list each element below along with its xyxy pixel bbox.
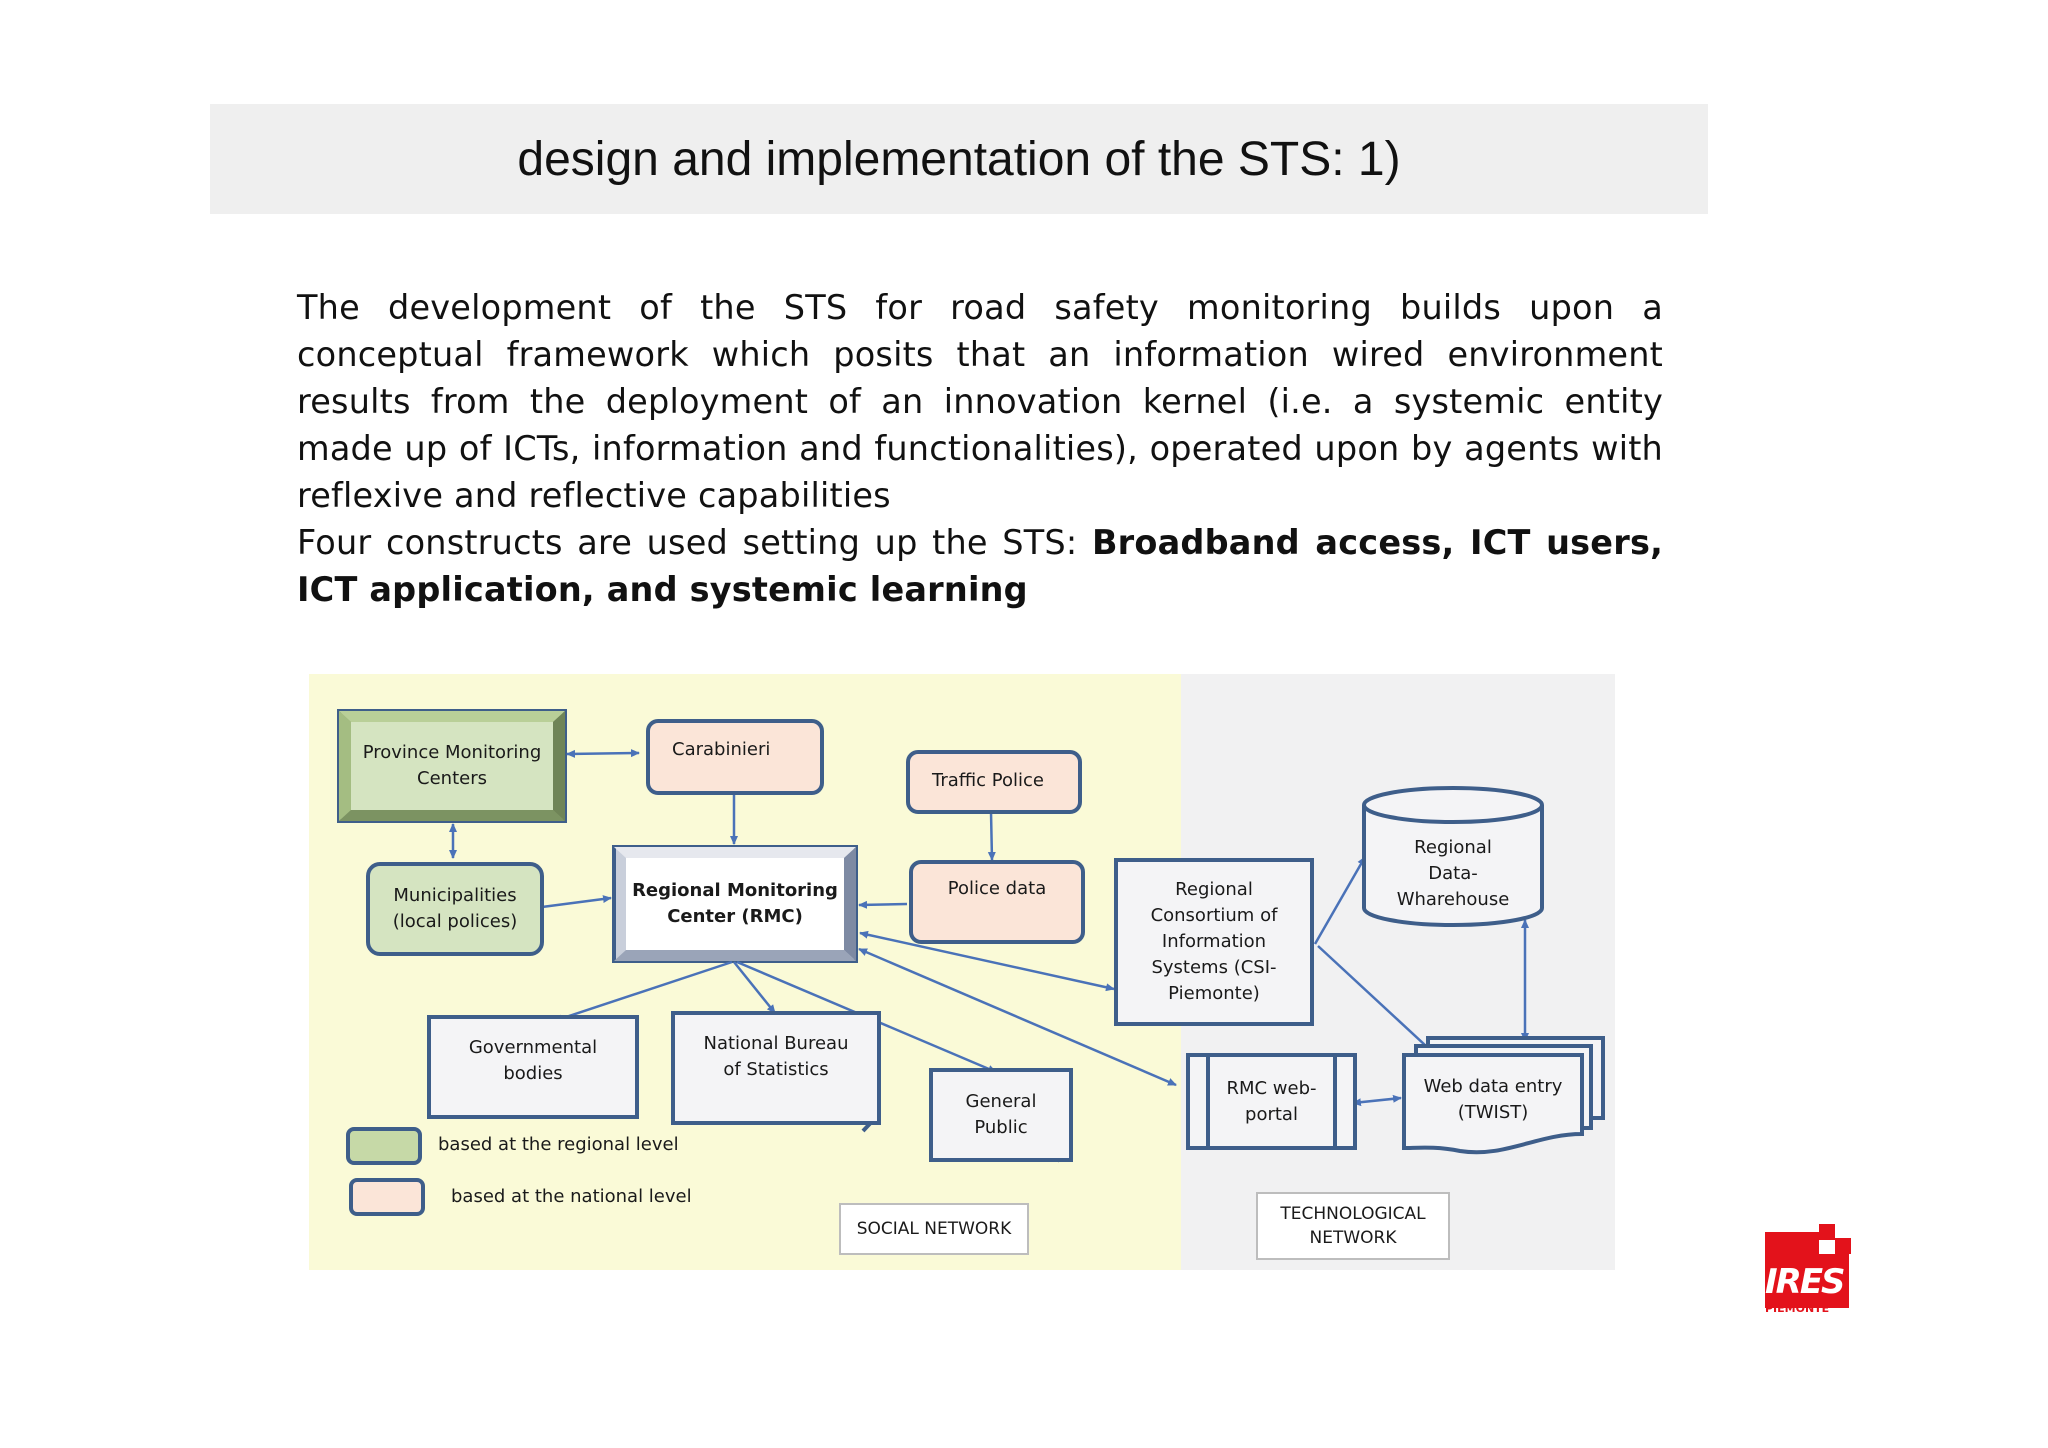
constructs-list: Broadband access, ICT users, ICT application, and systemic learning [297, 523, 1664, 609]
general-public-node: General Public [929, 1068, 1073, 1162]
technological-network-label: TECHNOLOGICAL NETWORK [1256, 1192, 1450, 1260]
province-monitoring-centers-node: Province Monitoring Centers [351, 722, 553, 810]
body-text [297, 284, 1663, 613]
rmc-web-portal-node: RMC web-portal [1226, 1077, 1317, 1125]
regional-monitoring-center-node: Regional Monitoring Center (RMC) [626, 858, 844, 950]
logo-subtext: PIEMONTE [1765, 1302, 1830, 1315]
legend-regional-label: based at the regional level [438, 1134, 679, 1155]
constructs-intro: Four constructs are used setting up the STS: [297, 523, 1092, 562]
web-data-entry-node: Web data entry (TWIST) [1423, 1076, 1563, 1123]
regional-datawarehouse-node: Regional Data-Wharehouse [1396, 837, 1510, 910]
page-title: design and implementation of the STS: 1) [517, 132, 1401, 186]
arrow-traffic-police-data [991, 812, 992, 860]
carabinieri-node: Carabinieri [646, 719, 824, 795]
legend-regional-swatch [346, 1127, 422, 1165]
csi-piemonte-node: Regional Consortium of Information Systems (CSI-Piemonte) [1114, 858, 1314, 1026]
sts-diagram [309, 674, 1615, 1270]
ires-piemonte-logo [1765, 1224, 1851, 1318]
police-data-node: Police data [909, 860, 1085, 944]
legend-national-swatch [349, 1178, 425, 1216]
arrow-municipalities-rmc [542, 898, 611, 907]
logo-text: IRES [1765, 1262, 1844, 1302]
paragraph-framework: The development of the STS for road safety monitoring builds upon a conceptual framework which posits that an information wired environment results from the deployment of an innovation kernel (i.e. a systemic entity made up of ICTs, information and functionalities), operated upon by agents with reflexive and reflective capabilities [297, 288, 1663, 515]
governmental-bodies-node: Governmental bodies [427, 1015, 639, 1119]
municipalities-node: Municipalities (local polices) [366, 862, 544, 956]
arrow-police-data-rmc [859, 904, 907, 905]
paragraph-constructs [297, 519, 1663, 613]
legend-national-label: based at the national level [451, 1186, 692, 1207]
arrow-portal-webentry [1353, 1098, 1401, 1103]
traffic-police-node: Traffic Police [906, 750, 1082, 814]
arrow-csi-webentry [1318, 946, 1439, 1058]
national-bureau-node: National Bureau of Statistics [671, 1011, 881, 1125]
social-network-label: SOCIAL NETWORK [839, 1203, 1029, 1255]
arrow-csi-datawarehouse [1315, 857, 1365, 944]
arrow-province-carabinieri [567, 753, 639, 754]
title-bar [210, 104, 1708, 214]
